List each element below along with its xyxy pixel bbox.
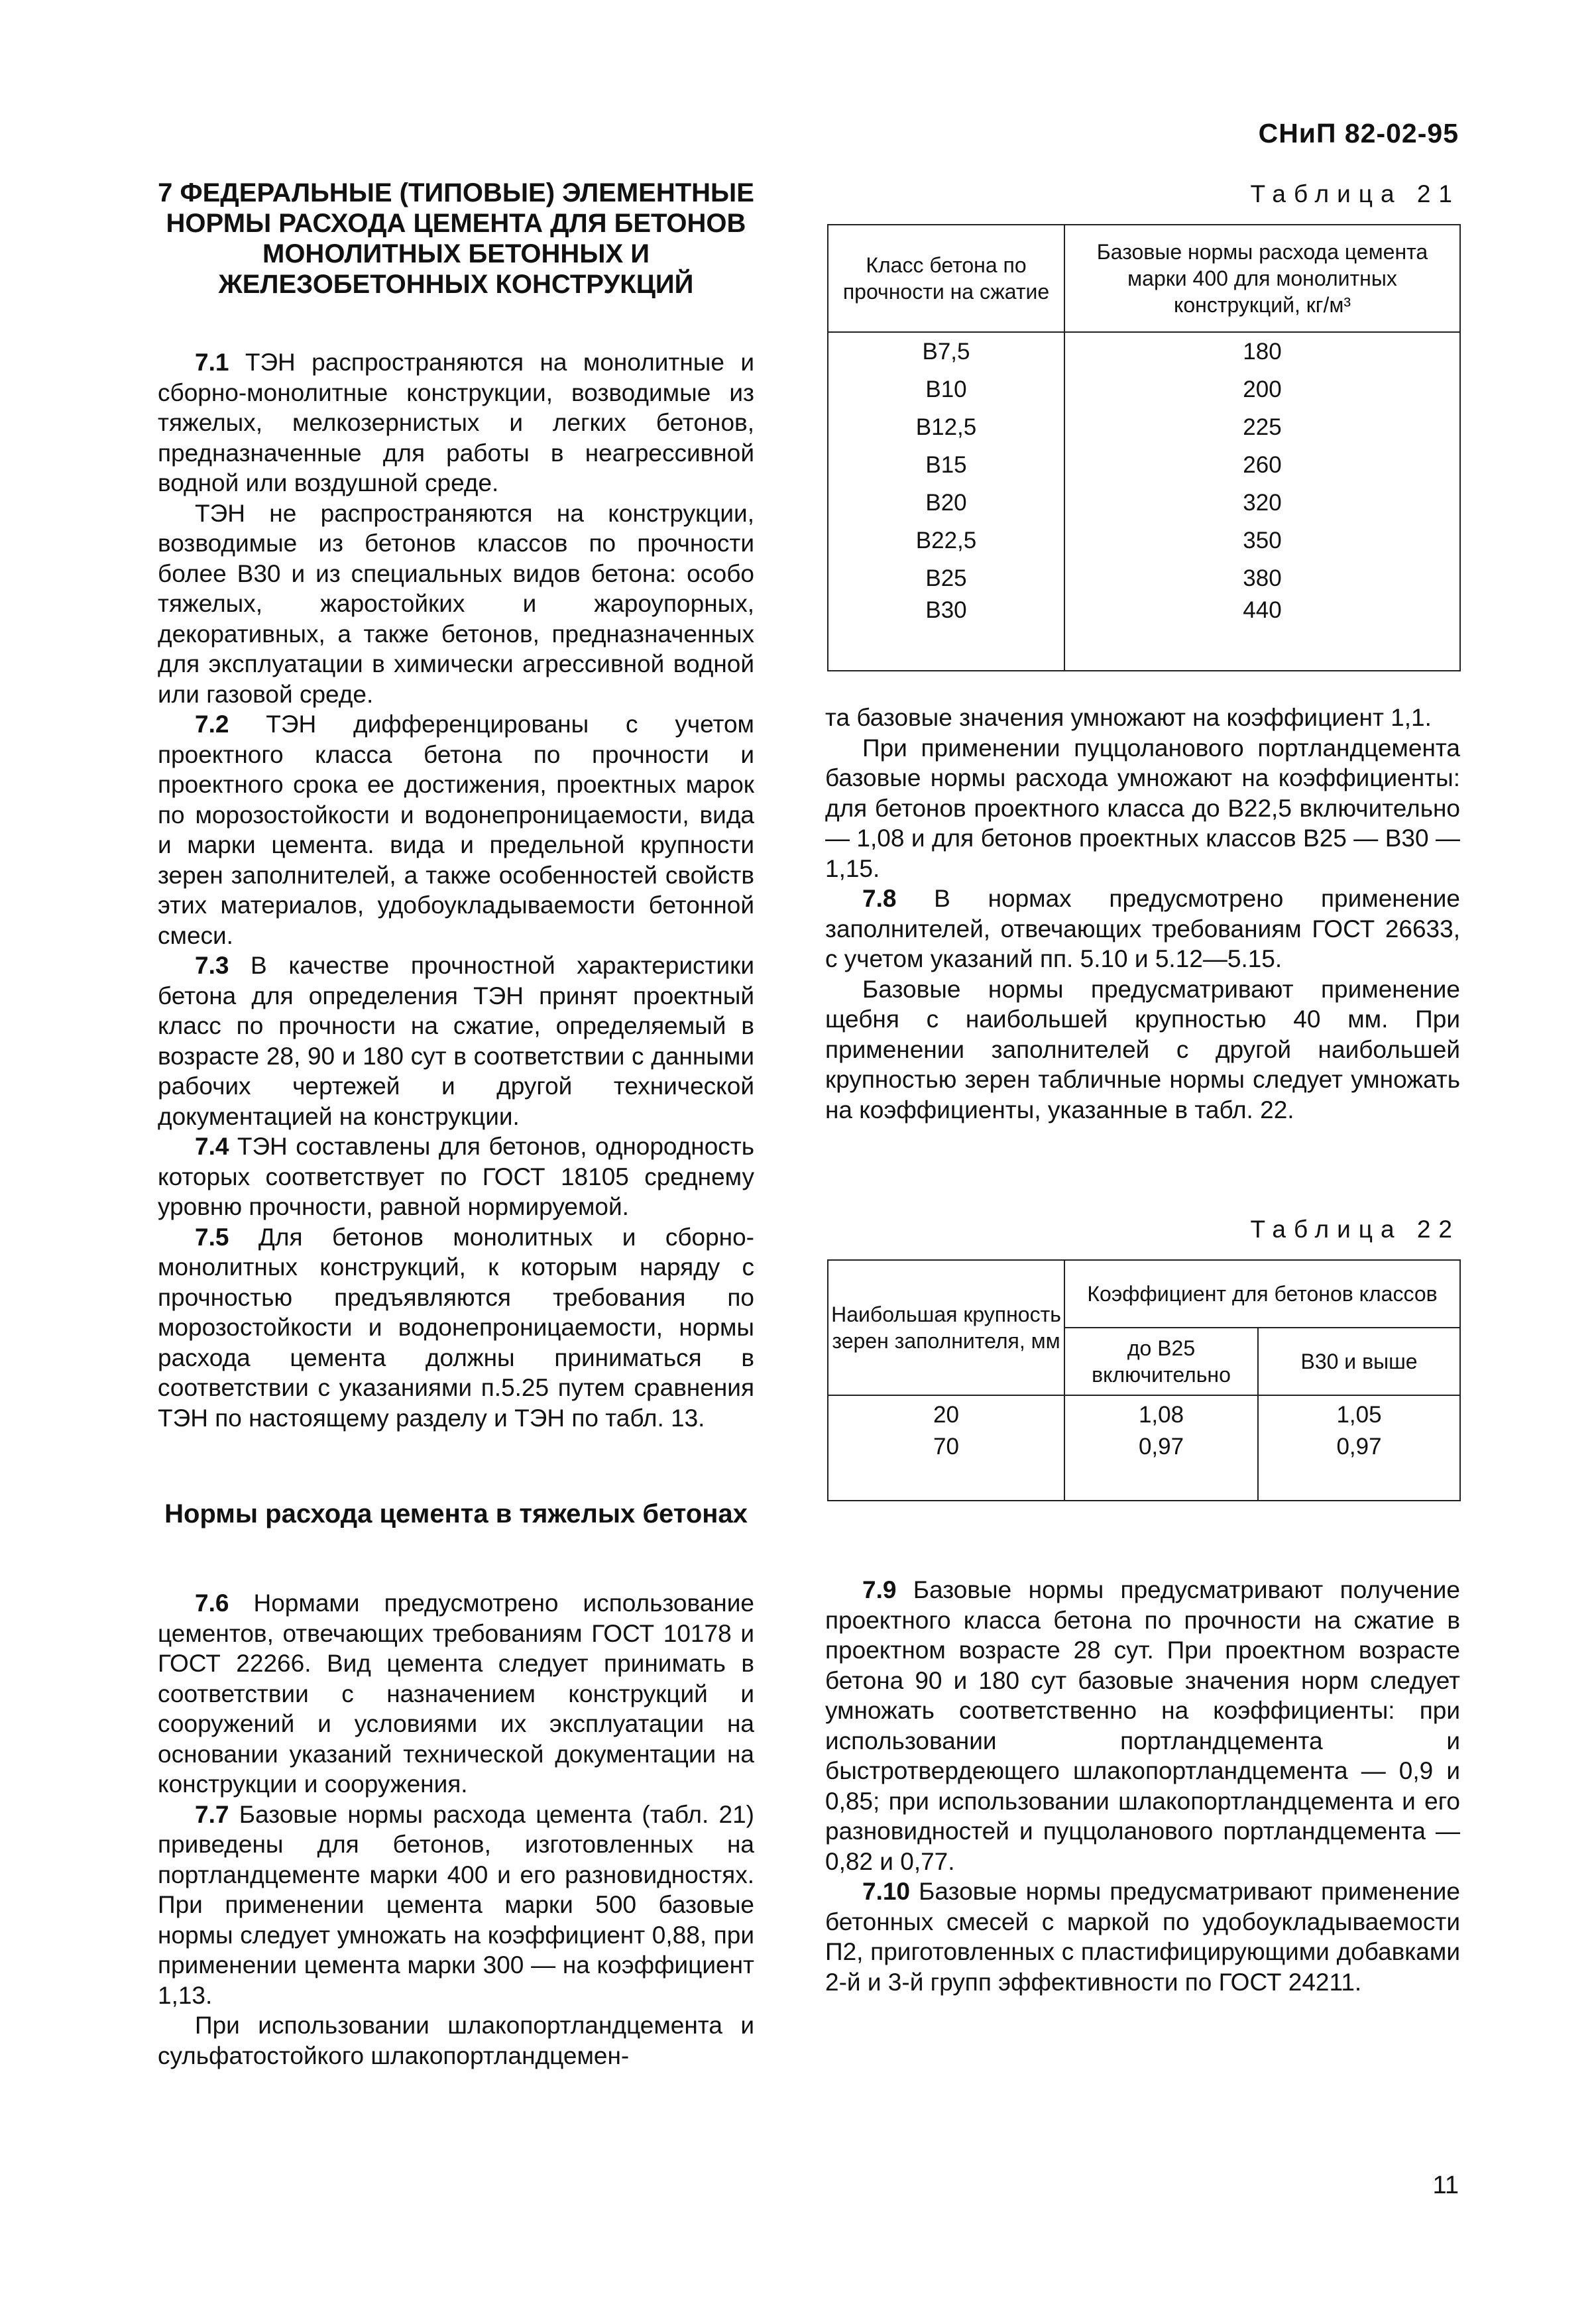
concrete-class-cell: В10 [828, 371, 1064, 408]
right-column-upper [825, 703, 1460, 1125]
paragraph-7-8: 7.8 В нормах предусмотрено применение заполнителей, отвечающих требованиям ГОСТ 26633, с учетом указаний пп. 5.10 и 5.12—5.15. [825, 885, 1460, 972]
table-22-header-sub2: В30 и выше [1258, 1328, 1460, 1395]
left-column [158, 178, 754, 2071]
cement-norm-cell: 350 [1064, 522, 1460, 559]
paragraph-7-3: 7.3 В качестве прочностной характеристики бетона для определения ТЭН принят проектный класс по прочности на сжатие, определяемый в возрасте 28, 90 и 180 сут в соответствии с данными рабочих чертежей и другой технической документацией на конструкции. [158, 952, 754, 1130]
table-row [828, 332, 1460, 371]
document-code: СНиП 82-02-95 [1258, 118, 1459, 148]
subsection-title: Нормы расхода цемента в тяжелых бетонах [164, 1499, 748, 1528]
cement-norm-cell: 225 [1064, 408, 1460, 446]
section-title: 7 ФЕДЕРАЛЬНЫЕ (ТИПОВЫЕ) ЭЛЕМЕНТНЫЕ НОРМЫ РАСХОДА ЦЕМЕНТА ДЛЯ БЕТОНОВ МОНОЛИТНЫХ БЕТОННЫХ И ЖЕЛЕЗОБЕТОННЫХ КОНСТРУКЦИЙ [158, 178, 754, 299]
table-row [828, 559, 1460, 597]
table-row [828, 597, 1460, 671]
paragraph-7-7: 7.7 Базовые нормы расхода цемента (табл. 21) приведены для бетонов, изготовленных на портландцементе марки 400 и его разновидностях. При применении цемента марки 500 базовые нормы следует умножать на коэффициент 0,88, при применении цемента марки 300 — на коэффициент 1,13. [158, 1800, 754, 2009]
table-22-header-sub1: до В25 включительно [1064, 1328, 1258, 1395]
paragraph-7-9: 7.9 Базовые нормы предусматривают получение проектного класса бетона по прочности на сжатие в проектном возрасте 28 сут. При проектном возрасте бетона 90 и 180 сут базовые значения норм следует умножать соответственно на коэффициенты: при использовании портландцемента и быстротвердеющего шлакопортландцемента — 0,9 и 0,85; при использовании шлакопортландцемента и его разновидностей и пуццоланового портландцемента — 0,82 и 0,77. [825, 1576, 1460, 1875]
paragraph-7-8b: Базовые нормы предусматривают применение щебня с наибольшей крупностью 40 мм. При применении заполнителей с другой наибольшей крупностью зерен табличные нормы следует умножать на коэффициенты, указанные в табл. 22. [825, 975, 1460, 1123]
table-row [828, 522, 1460, 559]
table-21-caption: Таблица 21 [1250, 180, 1460, 207]
table-row [828, 371, 1460, 408]
cement-norm-cell: 200 [1064, 371, 1460, 408]
concrete-class-cell: В30 [828, 597, 1064, 671]
concrete-class-cell: В25 [828, 559, 1064, 597]
right-column-lower [825, 1575, 1460, 1997]
table-22-header-group: Коэффициент для бетонов классов [1064, 1260, 1460, 1328]
table-row [828, 1434, 1460, 1501]
aggregate-size-cell: 70 [828, 1434, 1064, 1501]
concrete-class-cell: В20 [828, 484, 1064, 522]
coefficient-cell: 1,08 [1064, 1395, 1258, 1434]
page-number: 11 [1432, 2171, 1459, 2199]
cement-norm-cell: 180 [1064, 332, 1460, 371]
concrete-class-cell: В15 [828, 446, 1064, 484]
table-22 [827, 1259, 1461, 1501]
cement-norm-cell: 440 [1064, 597, 1460, 671]
cement-norm-cell: 380 [1064, 559, 1460, 597]
table-21-header-norm: Базовые нормы расхода цемента марки 400 для монолитных конструкций, кг/м³ [1064, 225, 1460, 332]
paragraph-7-2: 7.2 ТЭН дифференцированы с учетом проектного класса бетона по прочности и проектного срока ее достижения, проектных марок по морозостойкости и водонепроницаемости, вида и марки цемента. вида и предельной крупности зерен заполнителей, а также особенностей свойств этих материалов, удобоукладываемости бетонной смеси. [158, 711, 754, 949]
paragraph-7-1b: ТЭН не распространяются на конструкции, возводимые из бетонов классов по прочности более В30 и из специальных видов бетона: особо тяжелых, жаростойких и жароупорных, декоративных, а также бетонов, предназначенных для эксплуатации в химически агрессивной водной или газовой среде. [158, 499, 754, 708]
paragraph-7-10: 7.10 Базовые нормы предусматривают применение бетонных смесей с маркой по удобоукладываемости П2, приготовленных с пластифицирующими добавками 2-й и 3-й групп эффективности по ГОСТ 24211. [825, 1878, 1460, 1996]
paragraph-7-7c: та базовые значения умножают на коэффициент 1,1. [825, 704, 1432, 731]
aggregate-size-cell: 20 [828, 1395, 1064, 1434]
concrete-class-cell: В12,5 [828, 408, 1064, 446]
paragraph-7-5: 7.5 Для бетонов монолитных и сборно-монолитных конструкций, к которым наряду с прочностью предъявляются требования по морозостойкости и водонепроницаемости, нормы расхода цемента должны приниматься в соответствии с указаниями п.5.25 путем сравнения ТЭН по настоящему разделу и ТЭН по табл. 13. [158, 1223, 754, 1432]
paragraph-7-1: 7.1 ТЭН распространяются на монолитные и сборно-монолитные конструкции, возводимые из тяжелых, мелкозернистых и легких бетонов, предназначенные для работы в неагрессивной водной или воздушной среде. [158, 349, 754, 496]
paragraph-7-7d: При применении пуццоланового портландцемента базовые нормы расхода умножают на коэффициенты: для бетонов проектного класса до В22,5 включительно — 1,08 и для бетонов проектных классов В25 — В30 — 1,15. [825, 734, 1460, 882]
cement-norm-cell: 320 [1064, 484, 1460, 522]
coefficient-cell: 1,05 [1258, 1395, 1460, 1434]
concrete-class-cell: В7,5 [828, 332, 1064, 371]
paragraph-7-6: 7.6 Нормами предусмотрено использование цементов, отвечающих требованиям ГОСТ 10178 и ГОСТ 22266. Вид цемента следует принимать в соответствии с назначением конструкций и сооружений и условиями их эксплуатации на основании указаний технической документации на конструкции и сооружения. [158, 1589, 754, 1798]
table-21-header-class: Класс бетона по прочности на сжатие [828, 225, 1064, 332]
table-row [828, 408, 1460, 446]
table-22-caption: Таблица 22 [1250, 1216, 1460, 1243]
table-21 [827, 224, 1461, 671]
table-22-header-size: Наибольшая крупность зерен заполнителя, мм [828, 1260, 1064, 1395]
table-row [828, 446, 1460, 484]
coefficient-cell: 0,97 [1258, 1434, 1460, 1501]
coefficient-cell: 0,97 [1064, 1434, 1258, 1501]
cement-norm-cell: 260 [1064, 446, 1460, 484]
table-row [828, 484, 1460, 522]
paragraph-7-4: 7.4 ТЭН составлены для бетонов, однородность которых соответствует по ГОСТ 18105 среднему уровню прочности, равной нормируемой. [158, 1133, 754, 1220]
concrete-class-cell: В22,5 [828, 522, 1064, 559]
paragraph-7-7b: При использовании шлакопортландцемента и сульфатостойкого шлакопортландцемен- [158, 2012, 754, 2069]
table-row [828, 1395, 1460, 1434]
